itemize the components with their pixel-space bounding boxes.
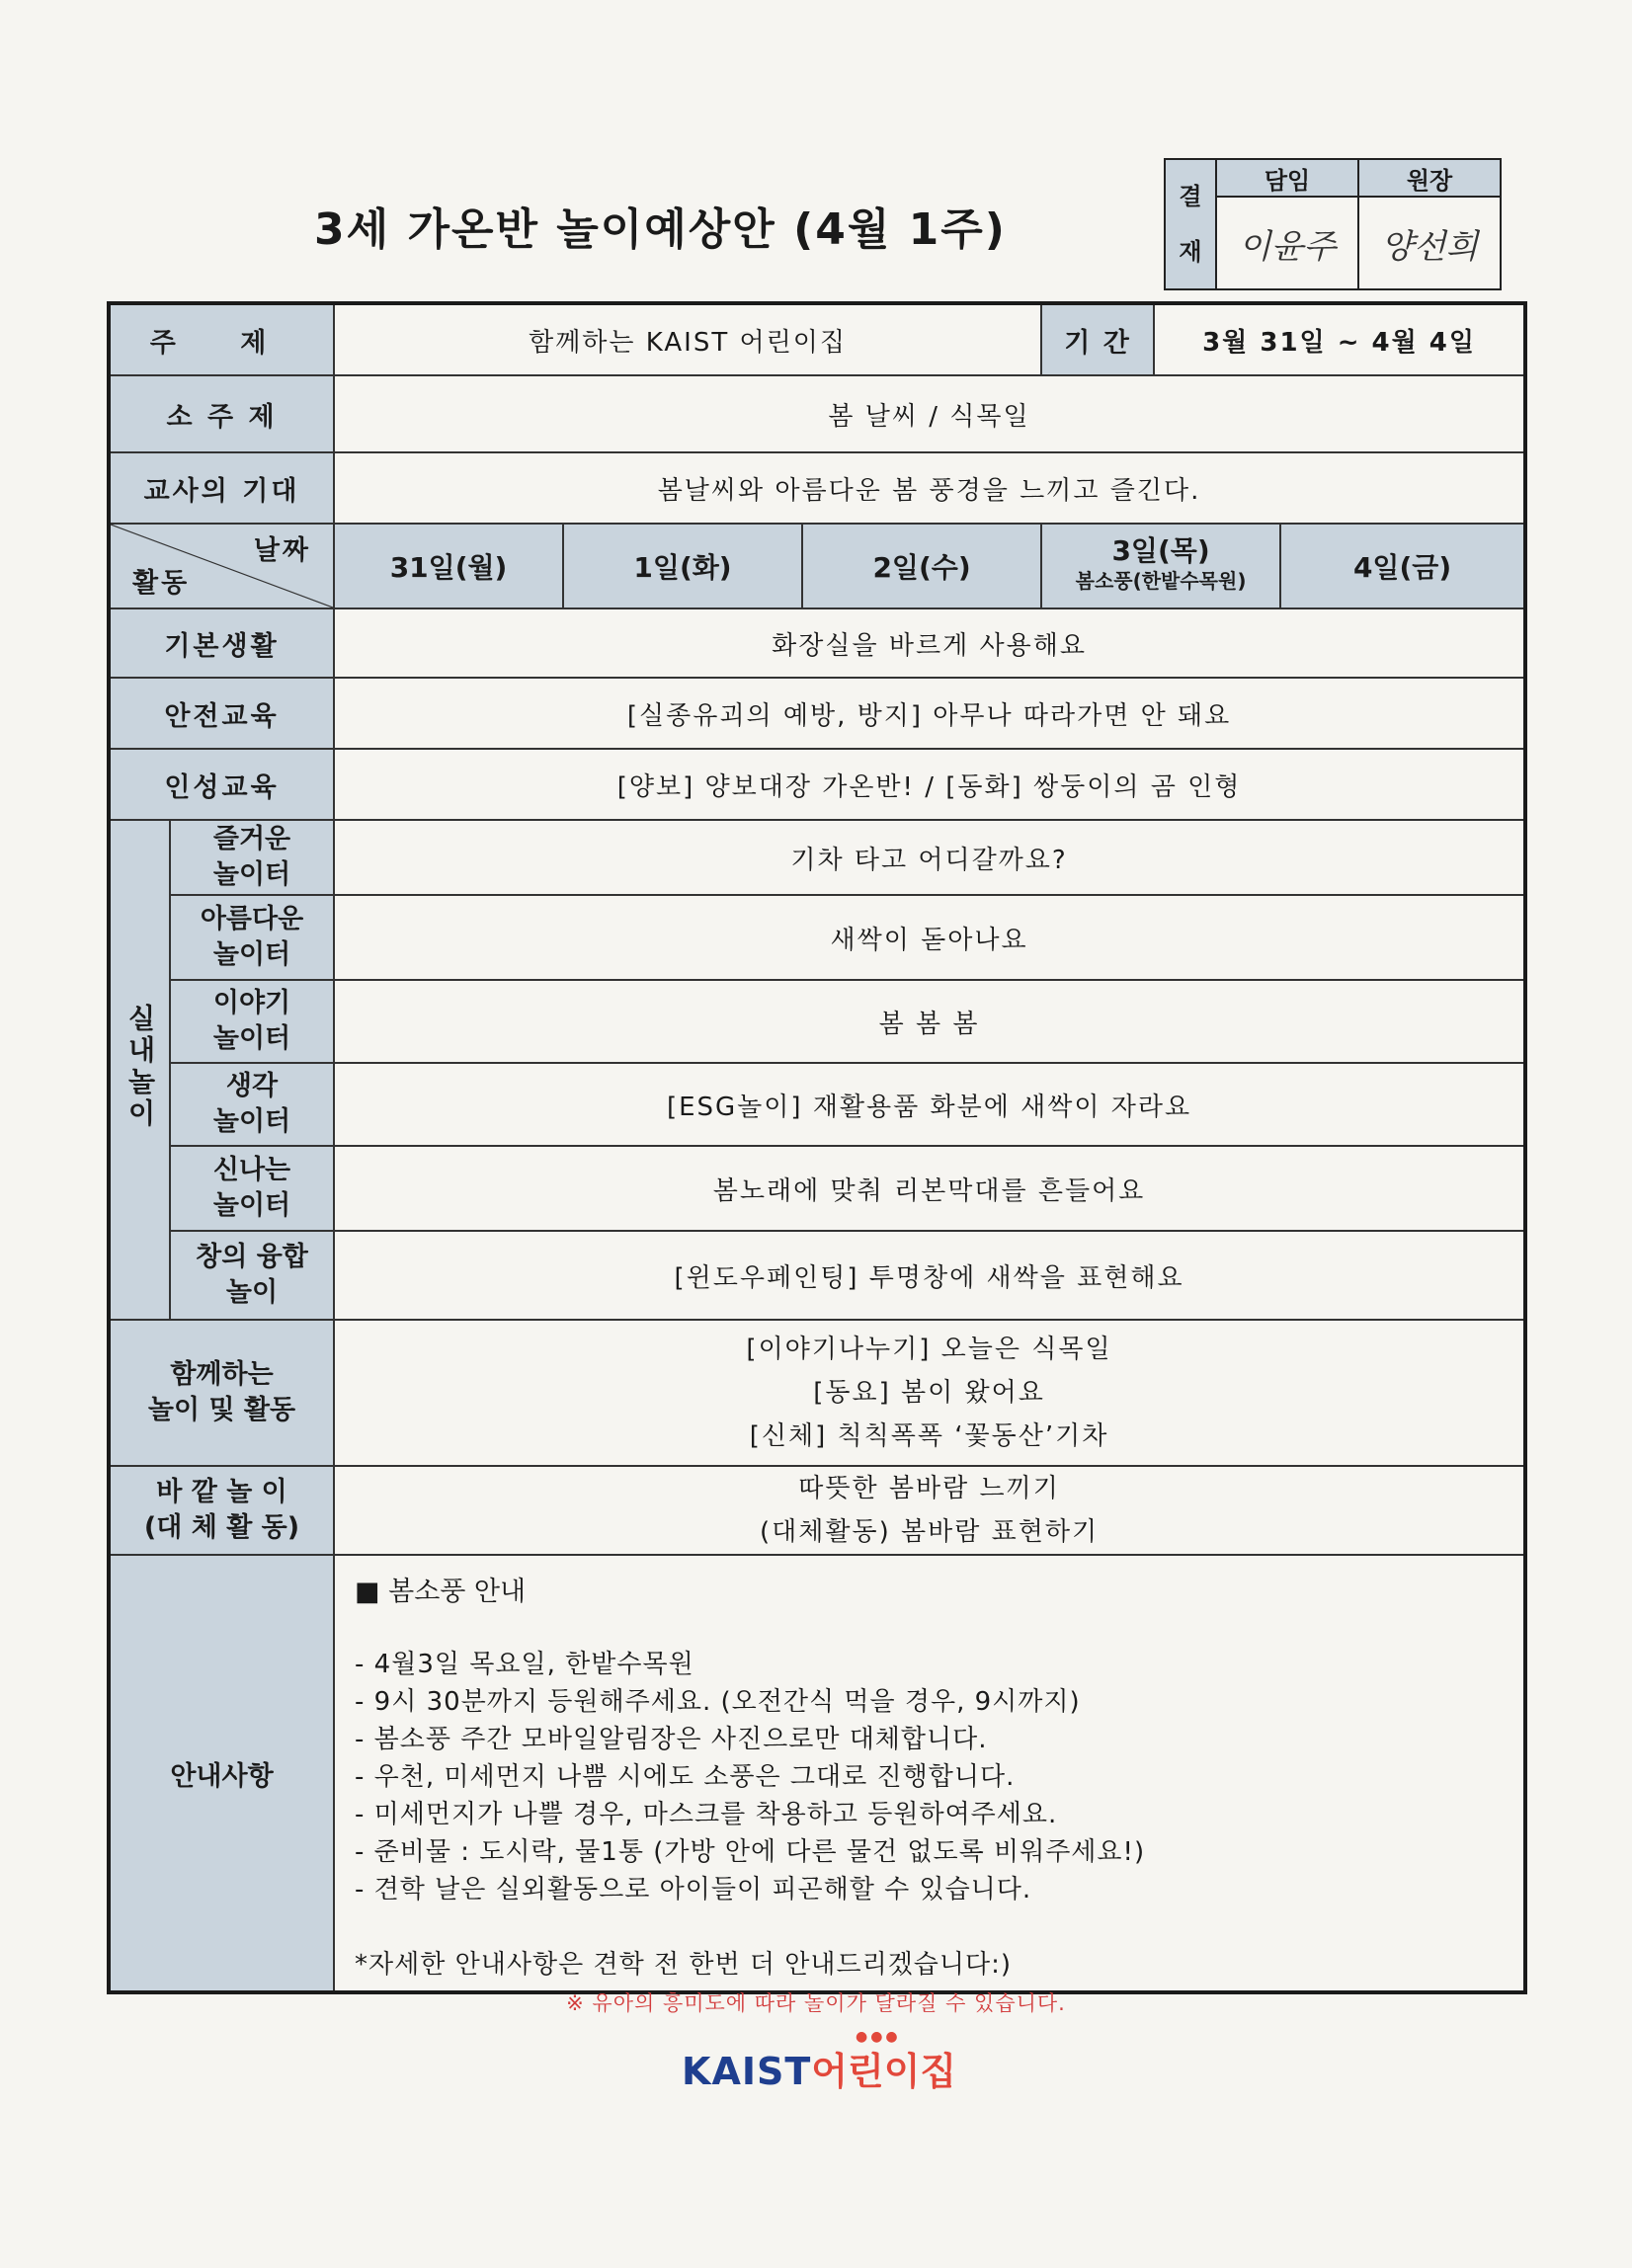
indoor-value-6: [윈도우페인팅] 투명창에 새싹을 표현해요	[334, 1231, 1525, 1320]
outdoor-item-1: 따뜻한 봄바람 느끼기	[798, 1474, 1060, 1503]
approval-col-teacher: 담임	[1216, 159, 1358, 197]
day-thu-date: 3일(목)	[1111, 534, 1210, 567]
indoor-cat-6: 창의 융합 놀이	[170, 1231, 334, 1320]
corner-activity-label: 활동	[132, 568, 191, 599]
notice-heading: ■ 봄소풍 안내	[355, 1577, 527, 1607]
character-value: [양보] 양보대장 가온반! / [동화] 쌍둥이의 곰 인형	[334, 749, 1525, 820]
together-label: 함께하는 놀이 및 활동	[109, 1320, 334, 1466]
notice-line-4: - 우천, 미세먼지 나쁨 시에도 소풍은 그대로 진행합니다.	[355, 1762, 1016, 1792]
day-fri: 4일(금)	[1280, 524, 1525, 608]
approval-label: 결 재	[1165, 159, 1216, 289]
indoor-value-3: 봄 봄 봄	[334, 980, 1525, 1063]
expectation-value: 봄날씨와 아름다운 봄 풍경을 느끼고 즐긴다.	[334, 452, 1525, 524]
theme-label: 주 제	[109, 303, 334, 375]
outdoor-value	[334, 1466, 1525, 1555]
day-tue: 1일(화)	[563, 524, 802, 608]
indoor-cat-5: 신나는 놀이터	[170, 1146, 334, 1231]
corner-date-label: 날짜	[253, 535, 312, 566]
indoor-cat-2: 아름다운 놀이터	[170, 895, 334, 980]
signature-teacher: 이윤주	[1216, 197, 1358, 289]
basic-life-label: 기본생활	[109, 608, 334, 678]
basic-life-value: 화장실을 바르게 사용해요	[334, 608, 1525, 678]
day-wed: 2일(수)	[802, 524, 1041, 608]
day-thu-note: 봄소풍(한밭수목원)	[1075, 569, 1247, 593]
approval-box	[1164, 158, 1502, 290]
page-title: 3세 가온반 놀이예상안 (4월 1주)	[314, 204, 1007, 255]
indoor-value-1: 기차 타고 어디갈까요?	[334, 820, 1525, 895]
day-mon: 31일(월)	[334, 524, 563, 608]
footnote: ※ 유아의 흥미도에 따라 놀이가 달라질 수 있습니다.	[566, 1991, 1066, 2015]
indoor-value-4: [ESG놀이] 재활용품 화분에 새싹이 자라요	[334, 1063, 1525, 1146]
period-value: 3월 31일 ~ 4월 4일	[1202, 327, 1477, 358]
notice-line-1: - 4월3일 목요일, 한밭수목원	[355, 1650, 694, 1679]
approval-col-director: 원장	[1358, 159, 1501, 197]
notice-footer: *자세한 안내사항은 견학 전 한번 더 안내드리겠습니다:)	[355, 1950, 1013, 1980]
logo-dots: ●●●	[856, 2029, 901, 2045]
indoor-cat-3: 이야기 놀이터	[170, 980, 334, 1063]
notice-line-5: - 미세먼지가 나쁠 경우, 마스크를 착용하고 등원하여주세요.	[355, 1800, 1058, 1829]
logo-kaist: KAIST	[682, 2050, 812, 2093]
indoor-play-label: 실내놀이	[109, 820, 170, 1320]
day-thu	[1041, 524, 1280, 608]
notice-line-3: - 봄소풍 주간 모바일알림장은 사진으로만 대체합니다.	[355, 1725, 988, 1754]
indoor-value-2: 새싹이 돋아나요	[334, 895, 1525, 980]
period-label: 기 간	[1042, 305, 1155, 374]
subtheme-value: 봄 날씨 / 식목일	[334, 375, 1525, 452]
expectation-label: 교사의 기대	[109, 452, 334, 524]
together-item-3: [신체] 칙칙폭폭 ‘꽃동산’기차	[749, 1421, 1109, 1451]
notice-line-6: - 준비물 : 도시락, 물1통 (가방 안에 다른 물건 없도록 비워주세요!)	[355, 1837, 1146, 1867]
notice-line-2: - 9시 30분까지 등원해주세요. (오전간식 먹을 경우, 9시까지)	[355, 1687, 1081, 1717]
logo-daycare: 어린이집	[811, 2050, 957, 2093]
safety-value: [실종유괴의 예방, 방지] 아무나 따라가면 안 돼요	[334, 678, 1525, 749]
theme-value: 함께하는 KAIST 어린이집	[334, 303, 1041, 375]
safety-label: 안전교육	[109, 678, 334, 749]
indoor-cat-1: 즐거운 놀이터	[170, 820, 334, 895]
together-value	[334, 1320, 1525, 1466]
together-item-1: [이야기나누기] 오늘은 식목일	[746, 1335, 1112, 1364]
outdoor-item-2: (대체활동) 봄바람 표현하기	[759, 1517, 1100, 1547]
character-label: 인성교육	[109, 749, 334, 820]
plan-table	[107, 301, 1527, 1994]
notice-content	[334, 1555, 1525, 1992]
notice-label: 안내사항	[109, 1555, 334, 1992]
date-activity-corner	[109, 524, 334, 608]
indoor-value-5: 봄노래에 맞춰 리본막대를 흔들어요	[334, 1146, 1525, 1231]
signature-director: 양선희	[1358, 197, 1501, 289]
period-cell	[1041, 303, 1525, 375]
notice-line-7: - 견학 날은 실외활동으로 아이들이 피곤해할 수 있습니다.	[355, 1875, 1032, 1904]
kaist-logo	[682, 2029, 957, 2095]
outdoor-label: 바 깥 놀 이 (대 체 활 동)	[109, 1466, 334, 1555]
indoor-cat-4: 생각 놀이터	[170, 1063, 334, 1146]
subtheme-label: 소 주 제	[109, 375, 334, 452]
together-item-2: [동요] 봄이 왔어요	[813, 1378, 1045, 1408]
